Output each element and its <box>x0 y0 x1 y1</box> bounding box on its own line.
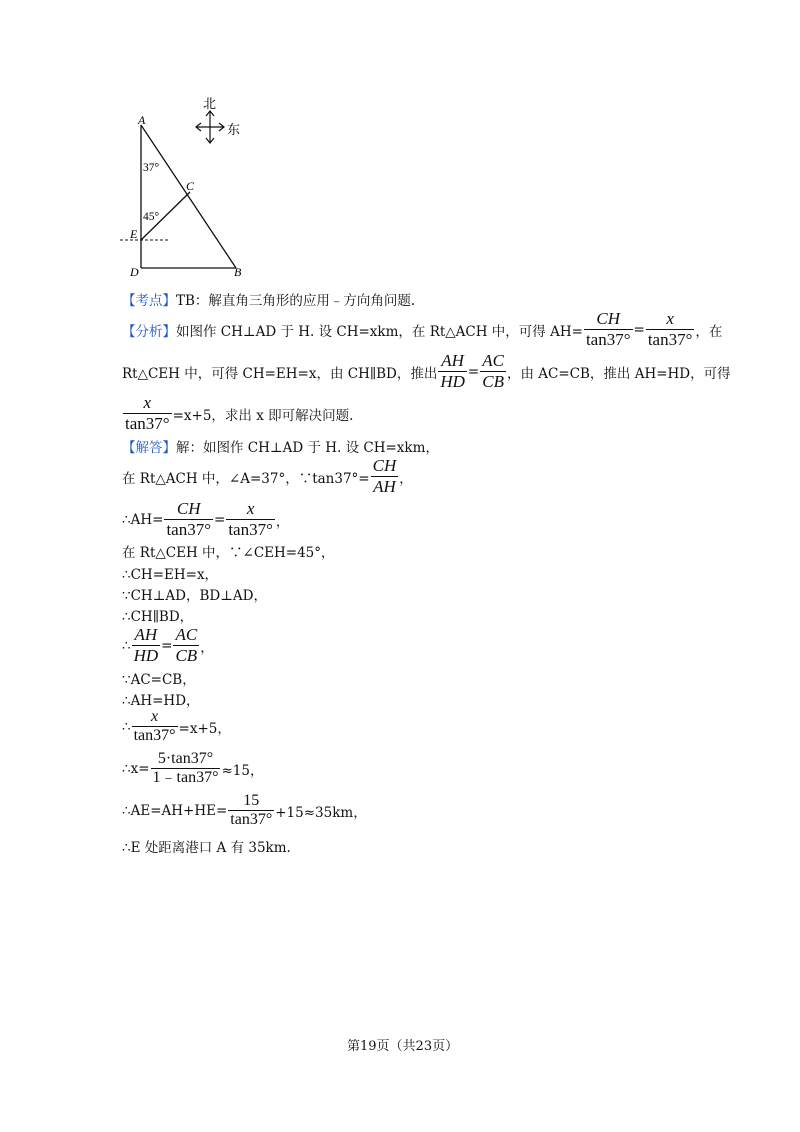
jieda-line-7: ∴CH∥BD， <box>122 609 194 625</box>
compass-icon <box>196 111 224 143</box>
fraction: $\frac{x}{\tan 37^\circ}$ <box>647 309 693 349</box>
jieda-line-3: ∴AH= $\frac{CH}{\tan 37^\circ}$ = $\frac{x}{\tan 37^\circ}$ ， <box>122 499 290 539</box>
jieda-line-10: ∴AH=HD， <box>122 693 200 709</box>
fraction: $\frac{CH}{AH}$ <box>372 456 397 496</box>
fraction: $\frac{CH}{\tan 37^\circ}$ <box>166 499 212 539</box>
jieda-line-6: ∵CH⊥AD，BD⊥AD， <box>122 588 267 604</box>
fenxi-tag: 【分析】 <box>122 323 176 340</box>
compass-east-label: 东 <box>227 122 241 137</box>
jieda-line-2: 在 Rt△ACH 中，∠A=37°，∵tan37°= $\frac{CH}{AH}$ ， <box>122 456 413 496</box>
kaodian-tag: 【考点】 <box>122 293 176 309</box>
fraction: $\frac{x}{\tan 37^\circ}$ <box>125 393 170 433</box>
fraction: $\frac{x}{\tan 37^\circ}$ <box>228 499 273 539</box>
fraction: $\frac{AC}{CB}$ <box>482 351 504 391</box>
label-e: E <box>130 227 138 241</box>
angle-a-label: 37° <box>143 162 160 174</box>
page-footer: 第19页（共23页） <box>347 1039 459 1054</box>
fenxi-line-3 <box>122 393 353 434</box>
fenxi-line-1: 【分析】 如图作 CH⊥AD 于 H. 设 CH=xkm，在 Rt△ACH 中，可得 AH= $\frac{CH}{\tan 37^\circ}$ = $\frac{x}{\tan 37^\circ}$ ，在 <box>122 309 723 349</box>
jieda-line-14: ∴E 处距离港口 A 有 35km. <box>122 840 291 856</box>
label-c: C <box>186 179 195 193</box>
kaodian-text: TB：解直角三角形的应用﹣方向角问题. <box>176 293 416 309</box>
fraction: $\frac{5\cdot\tan 37^\circ}{1﹣\tan 37^\circ}$ <box>152 750 219 786</box>
jieda-line-4: 在 Rt△CEH 中，∵∠CEH=45°， <box>122 545 335 561</box>
fraction: $\frac{AH}{HD}$ <box>440 351 465 391</box>
jieda-text-1: 解：如图作 CH⊥AD 于 H. 设 CH=xkm， <box>176 440 439 456</box>
fenxi-text-1: 如图作 CH⊥AD 于 H. 设 CH=xkm，在 Rt△ACH 中，可得 AH= <box>176 323 583 340</box>
fraction: $\frac{15}{\tan 37^\circ}$ <box>230 792 273 828</box>
jieda-line-5: ∴CH=EH=x， <box>122 567 219 583</box>
kaodian-line <box>122 289 415 309</box>
label-b: B <box>234 265 242 279</box>
fenxi-text-2: Rt△CEH 中，可得 CH=EH=x，由 CH∥BD，推出 <box>122 365 438 382</box>
jieda-line-8: ∴ $\frac{AH}{HD}$ = $\frac{AC}{CB}$ ， <box>122 625 214 665</box>
jieda-line-12: ∴x= $\frac{5\cdot\tan 37^\circ}{1﹣\tan 37^\circ}$ ≈15， <box>122 750 264 786</box>
geometry-figure <box>112 90 272 285</box>
fraction: $\frac{x}{\tan 37^\circ}$ <box>133 708 176 744</box>
fenxi-text-1b: ，在 <box>695 323 723 340</box>
fraction: $\frac{AH}{HD}$ <box>133 625 159 665</box>
compass-north-label: 北 <box>203 96 217 111</box>
fraction: $\frac{CH}{\tan 37^\circ}$ <box>585 309 631 349</box>
angle-e-label: 45° <box>143 211 160 223</box>
jieda-line-9: ∵AC=CB， <box>122 672 196 688</box>
fenxi-text-3: =x+5，求出 x 即可解决问题. <box>172 407 354 424</box>
jieda-line-13: ∴AE=AH+HE= $\frac{15}{\tan 37^\circ}$ +15≈35km， <box>122 792 367 828</box>
jieda-line-1 <box>122 436 439 456</box>
fenxi-line-2: Rt△CEH 中，可得 CH=EH=x，由 CH∥BD，推出 $\frac{AH}{HD}$ = $\frac{AC}{CB}$ ，由 AC=CB，推出 AH=HD，可得 <box>122 351 731 391</box>
jieda-tag: 【解答】 <box>122 440 176 456</box>
jieda-line-11: ∴ $\frac{x}{\tan 37^\circ}$ =x+5， <box>122 708 231 744</box>
fenxi-text-2b: ，由 AC=CB，推出 AH=HD，可得 <box>506 365 731 382</box>
label-a: A <box>138 113 146 127</box>
fraction: $\frac{AC}{CB}$ <box>175 625 198 665</box>
label-d: D <box>130 265 139 279</box>
